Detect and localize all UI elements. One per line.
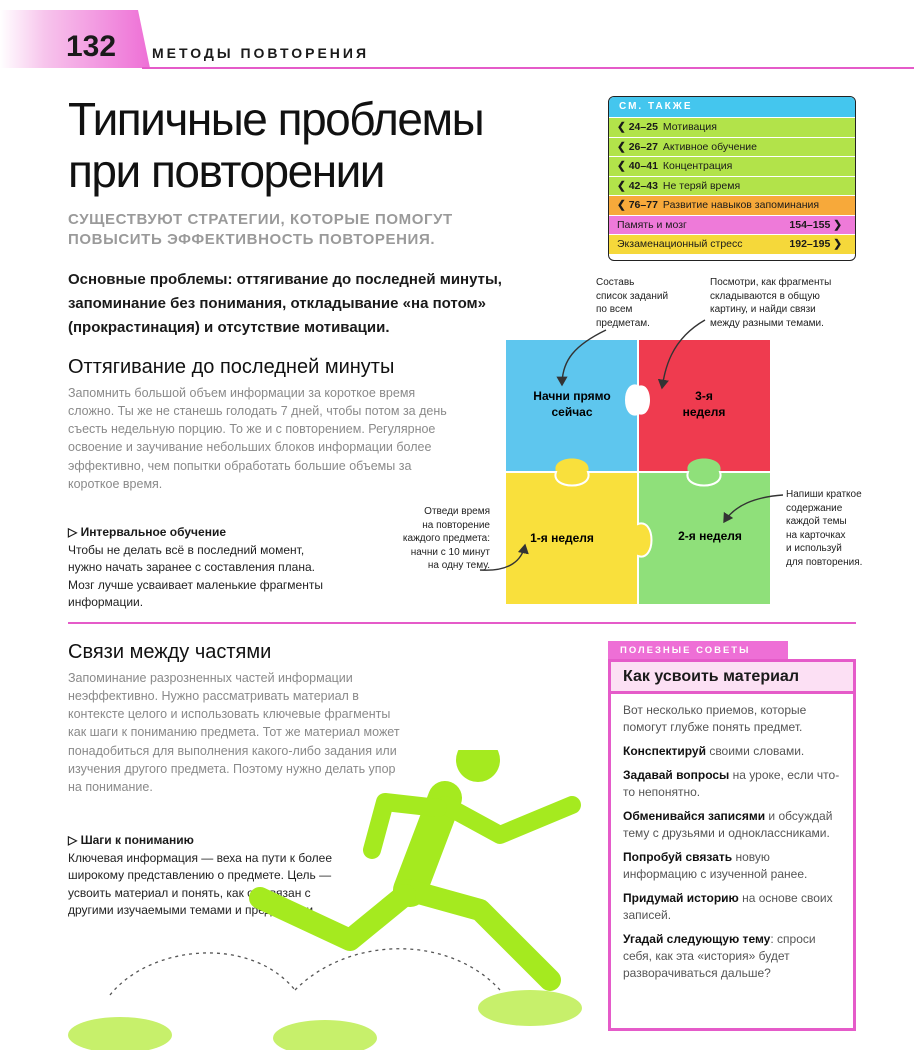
tips-list: [611, 694, 853, 982]
subtitle-line-2: ПОВЫСИТЬ ЭФФЕКТИВНОСТЬ ПОВТОРЕНИЯ.: [68, 230, 436, 248]
runner-head: [456, 750, 500, 782]
arrow-allocate-time: [480, 545, 525, 570]
section2-tip-title: Шаги к пониманию: [80, 833, 194, 847]
arrow-make-list: [562, 330, 606, 385]
intro-text: Основные проблемы: оттягивание до последней минуты, запоминание без понимания, откладывание «на потом» (прокрастинация) и отсутствие мотивации.: [68, 271, 502, 336]
runner-back-leg: [260, 895, 405, 940]
page-number: 132: [66, 30, 117, 63]
stepping-stone-1: [68, 1017, 172, 1050]
see-also-label: Развитие навыков запоминания: [662, 199, 820, 211]
section-name: МЕТОДЫ ПОВТОРЕНИЯ: [152, 45, 370, 61]
see-also-pages: ❮ 76–77: [617, 199, 658, 211]
see-also-pages: ❮ 26–27: [617, 140, 658, 153]
triangle-bullet-icon: ▷: [68, 525, 81, 539]
title-line-2: при повторении: [68, 144, 384, 197]
runner-right-arm: [445, 805, 572, 835]
triangle-bullet-icon: ▷: [68, 833, 81, 847]
section2-heading: Связи между частями: [68, 641, 272, 663]
tips-label: ПОЛЕЗНЫЕ СОВЕТЫ: [608, 641, 788, 659]
tip-item: Конспектируй своими словами.: [623, 744, 805, 759]
section2-tip-body: Ключевая информация — веха на пути к более широкому представлению о предмете. Цель — усвоить материал и понять, как он связан с другими изучаемыми темами и предметами.: [68, 851, 333, 918]
tips-intro: Вот несколько приемов, которые помогут глубже понять предмет.: [623, 703, 807, 735]
section1-tip-body: Чтобы не делать всё в последний момент, нужно начать заранее с составления плана. Мозг лучше усваивает маленькие фрагменты информации.: [68, 543, 323, 610]
see-also-pages: ❮ 24–25: [617, 121, 658, 133]
section2-body: Запоминание разрозненных частей информации неэффективно. Нужно рассматривать материал в контексте целого и использовать ключевые фрагменты как шаги к пониманию предмета. Тот же материал может понадобиться для выполнения какого-либо задания или изучения другого предмета. Поэтому нужно делать упор на понимание.: [68, 671, 400, 794]
tip-item: Угадай следующую тему: спроси себя, как эта «история» будет разворачиваться дальше?: [623, 932, 816, 981]
running-figure: [260, 750, 572, 980]
piece-label-start-1: Начни прямо: [533, 389, 611, 403]
piece-label-start-2: сейчас: [551, 405, 593, 419]
tip-item: Придумай историю на основе своих записей.: [623, 891, 833, 923]
stepping-stone-3: [478, 990, 582, 1026]
runner-illustration: [60, 750, 590, 1050]
see-also-label: Концентрация: [662, 160, 733, 172]
tip-item: Задавай вопросы на уроке, если что-то непонятно.: [623, 768, 840, 800]
see-also-pages: ❮ 42–43: [617, 179, 658, 192]
annotation-make-list: Составь список заданий по всем предметам.: [596, 277, 669, 329]
section1-body: Запомнить большой объем информации за короткое время сложно. Ты же не станешь голодать 7 дней, чтобы потом за день съесть недельную порцию. То же и с повторением. Регулярное освоение и заучивание небольших блоков информации более эффективно, чем попытки обработать большие объемы за короткое время.: [68, 386, 447, 491]
see-also-label: Активное обучение: [662, 140, 757, 153]
tip-item: Попробуй связать новую информацию с изученной ранее.: [623, 850, 808, 882]
tips-title: Как усвоить материал: [611, 662, 853, 694]
dotted-jump-paths: [110, 949, 500, 995]
see-also-pages: 154–155 ❯: [789, 218, 842, 231]
see-also-label: Не теряй время: [662, 179, 741, 192]
annotation-see-connections: Посмотри, как фрагменты складываются в общую картину, и найди связи между разными темами.: [710, 277, 832, 329]
piece-label-week3-2: неделя: [682, 405, 726, 419]
annotation-write-summary: Напиши краткое содержание каждой темы на карточках и используй для повторения.: [786, 489, 863, 568]
section1-tip-title: Интервальное обучение: [80, 525, 226, 539]
tip-item: Обменивайся записями и обсуждай тему с друзьями и одноклассниками.: [623, 809, 833, 841]
annotation-allocate-time: Отведи время на повторение каждого предмета: начни с 10 минут на одну тему.: [402, 506, 490, 571]
section-divider: [68, 622, 856, 624]
see-also-label: Память и мозг: [617, 218, 687, 231]
see-also-pages: ❮ 40–41: [617, 160, 658, 172]
see-also-heading: СМ. ТАКЖЕ: [609, 97, 855, 117]
stepping-stone-2: [273, 1020, 377, 1050]
see-also-label: Мотивация: [662, 121, 717, 133]
see-also-label: Экзаменационный стресс: [617, 238, 743, 250]
arrow-write-summary: [724, 495, 783, 522]
piece-label-week3-1: 3-я: [695, 389, 713, 403]
piece-label-week1: 1-я неделя: [530, 531, 594, 545]
runner-front-leg: [408, 890, 550, 980]
section1-heading: Оттягивание до последней минуты: [68, 356, 395, 378]
see-also-pages: 192–195 ❯: [789, 238, 842, 250]
piece-label-week2: 2-я неделя: [678, 529, 742, 543]
tips-box: [608, 659, 856, 1031]
title-line-1: Типичные проблемы: [68, 93, 484, 145]
arrow-see-connections: [662, 320, 705, 388]
subtitle-line-1: СУЩЕСТВУЮТ СТРАТЕГИИ, КОТОРЫЕ ПОМОГУТ: [68, 211, 453, 228]
